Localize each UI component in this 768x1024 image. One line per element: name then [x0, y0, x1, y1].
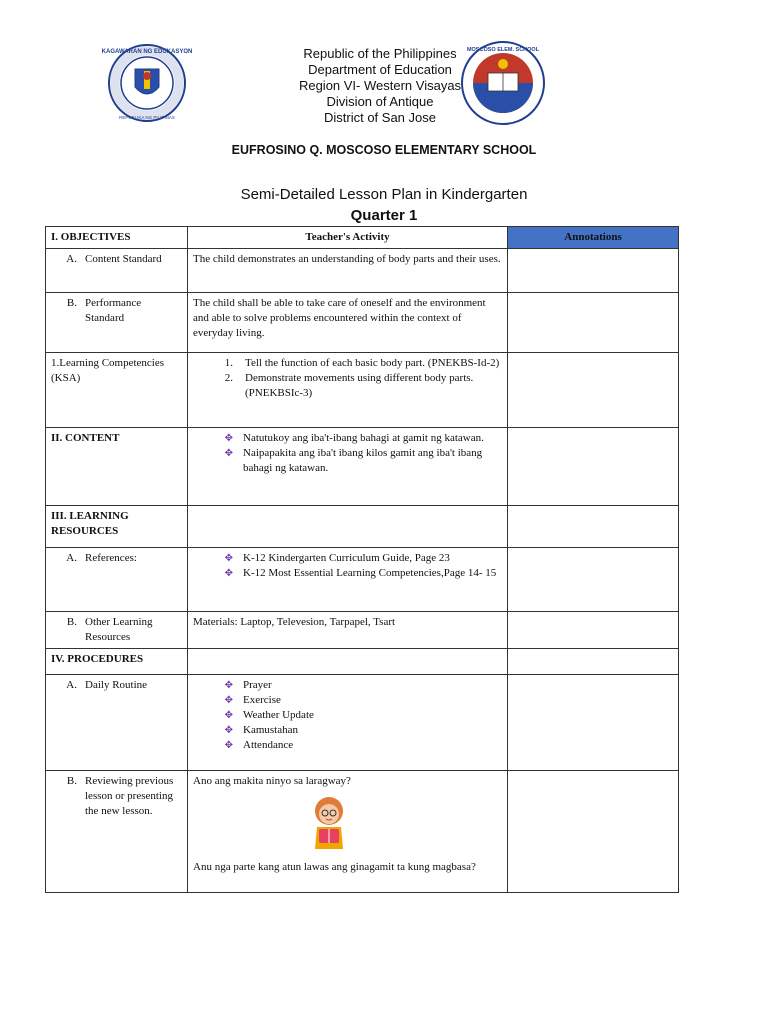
item-letter: A.: [66, 552, 77, 564]
other-resources-label: Other Learning Resources: [85, 616, 153, 643]
learning-resources-label: III. LEARNING RESOURCES: [46, 506, 188, 548]
annotation-cell: [508, 249, 679, 293]
table-row: [46, 771, 679, 893]
list-item: ✥ Kamustahan: [193, 723, 502, 738]
bullet-arrow-icon: ✥: [224, 725, 233, 736]
daily-routine-label: Daily Routine: [85, 679, 148, 691]
references-label: References:: [85, 552, 137, 564]
list-item: ✥ Naipapakita ang iba't ibang kilos gamit ang iba't ibang bahagi ng katawan.: [193, 446, 502, 476]
school-name: EUFROSINO Q. MOSCOSO ELEMENTARY SCHOOL: [231, 143, 537, 157]
header-line: Division of Antique: [326, 94, 434, 109]
bullet-arrow-icon: ✥: [224, 740, 233, 751]
bullet-arrow-icon: ✥: [224, 710, 233, 721]
svg-text:KAGAWARAN NG EDUKASYON: KAGAWARAN NG EDUKASYON: [101, 49, 193, 55]
performance-standard-text: The child shall be able to take care of oneself and the environment and able to solve problems encountered within the context of everyday living.: [188, 293, 508, 353]
svg-text:MOSCOSO ELEM. SCHOOL: MOSCOSO ELEM. SCHOOL: [466, 47, 540, 53]
table-row: [46, 353, 679, 428]
procedures-label: IV. PROCEDURES: [46, 649, 188, 675]
list-item: ✥ Prayer: [193, 678, 502, 693]
table-row: [46, 506, 679, 548]
bullet-arrow-icon: ✥: [224, 680, 233, 691]
teachers-activity-header: Teacher's Activity: [188, 227, 508, 249]
list-item: ✥ K-12 Kindergarten Curriculum Guide, Page 23: [193, 551, 502, 566]
item-letter: B.: [66, 297, 77, 309]
annotations-header: Annotations: [508, 227, 679, 249]
header-line: Republic of the Philippines: [303, 46, 457, 61]
bullet-arrow-icon: ✥: [224, 433, 233, 444]
item-letter: B.: [66, 775, 77, 787]
review-question: Anu nga parte kang atun lawas ang ginagamit ta kung magbasa?: [193, 861, 476, 873]
materials-text: Materials: Laptop, Televesion, Tarpapel, Tsart: [188, 612, 508, 649]
lesson-plan-title: Semi-Detailed Lesson Plan in Kindergarten: [240, 186, 528, 203]
bullet-arrow-icon: ✥: [224, 553, 233, 564]
objectives-header: I. OBJECTIVES: [46, 227, 188, 249]
deped-seal-logo: [100, 43, 195, 123]
table-row: [46, 649, 679, 675]
svg-text:REPUBLIKA NG PILIPINAS: REPUBLIKA NG PILIPINAS: [119, 115, 175, 120]
competencies-list: [193, 356, 502, 401]
reviewing-label: Reviewing previous lesson or presenting the new lesson.: [85, 775, 174, 817]
performance-standard-label: Performance Standard: [85, 297, 142, 324]
item-letter: B.: [66, 616, 77, 628]
girl-reading-illustration: [305, 795, 502, 856]
review-question: Ano ang makita ninyo sa laragway?: [193, 775, 351, 787]
annotation-cell: [508, 612, 679, 649]
list-item: ✥ Weather Update: [193, 708, 502, 723]
content-list: [193, 431, 502, 476]
table-header-row: [46, 227, 679, 249]
daily-routine-list: [193, 678, 502, 753]
table-row: [46, 428, 679, 506]
item-letter: A.: [66, 253, 77, 265]
annotation-cell: [508, 771, 679, 893]
competencies-label: 1.Learning Competencies (KSA): [46, 353, 188, 428]
annotation-cell: [508, 428, 679, 506]
table-row: [46, 612, 679, 649]
table-row: [46, 675, 679, 771]
annotation-cell: [508, 675, 679, 771]
content-label: II. CONTENT: [46, 428, 188, 506]
list-item: ✥ K-12 Most Essential Learning Competencies,Page 14- 15: [193, 566, 502, 581]
references-list: [193, 551, 502, 581]
header-line: District of San Jose: [324, 110, 436, 125]
annotation-cell: [508, 293, 679, 353]
table-row: [46, 548, 679, 612]
table-row: [46, 249, 679, 293]
content-standard-label: Content Standard: [85, 253, 162, 265]
annotation-cell: [508, 353, 679, 428]
list-item: ✥ Natutukoy ang iba't-ibang bahagi at gamit ng katawan.: [193, 431, 502, 446]
list-item: ✥ Exercise: [193, 693, 502, 708]
header-line: Region VI- Western Visayas: [298, 78, 462, 93]
list-item: ✥ Attendance: [193, 738, 502, 753]
item-letter: A.: [66, 679, 77, 691]
agency-header: [280, 46, 480, 126]
annotation-cell: [508, 548, 679, 612]
bullet-arrow-icon: ✥: [224, 568, 233, 579]
bullet-arrow-icon: ✥: [224, 448, 233, 459]
list-item: 1. Tell the function of each basic body part. (PNEKBS-Id-2): [224, 357, 500, 369]
lesson-plan-table: [45, 226, 679, 893]
annotation-cell: [508, 506, 679, 548]
quarter-label: Quarter 1: [350, 207, 418, 224]
table-row: [46, 293, 679, 353]
list-item: 2. Demonstrate movements using different body parts. (PNEKBSIc-3): [224, 372, 474, 399]
header-line: Department of Education: [308, 62, 452, 77]
annotation-cell: [508, 649, 679, 675]
content-standard-text: The child demonstrates an understanding of body parts and their uses.: [188, 249, 508, 293]
bullet-arrow-icon: ✥: [224, 695, 233, 706]
school-seal-logo: [460, 40, 546, 126]
